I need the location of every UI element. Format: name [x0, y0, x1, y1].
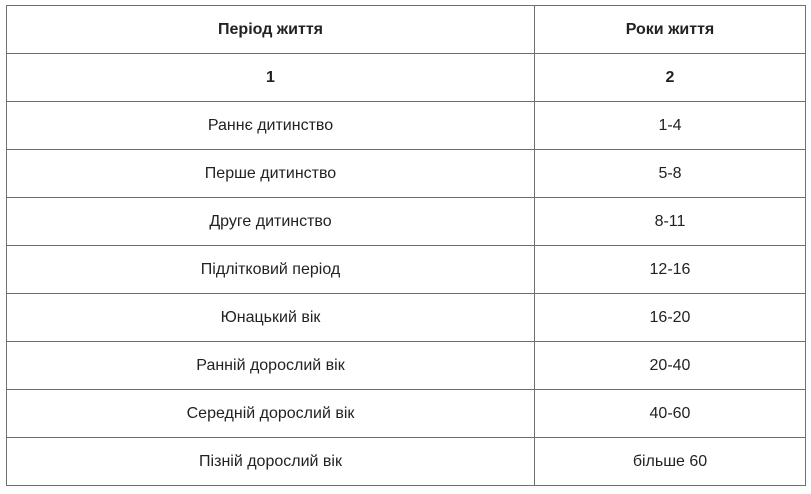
table-row [7, 294, 806, 342]
table-row [7, 246, 806, 294]
column-number-1: 1 [7, 54, 535, 102]
age-periods-table-container [6, 5, 805, 486]
table-row [7, 102, 806, 150]
age-periods-table [6, 5, 806, 486]
table-row [7, 390, 806, 438]
table-row [7, 198, 806, 246]
period-cell: Раннє дитинство [7, 102, 535, 150]
period-cell: Ранній дорослий вік [7, 342, 535, 390]
years-cell: більше 60 [535, 438, 806, 486]
period-cell: Підлітковий період [7, 246, 535, 294]
period-cell: Пізній дорослий вік [7, 438, 535, 486]
years-cell: 20-40 [535, 342, 806, 390]
header-life-years: Роки життя [535, 6, 806, 54]
table-row [7, 438, 806, 486]
column-number-2: 2 [535, 54, 806, 102]
years-cell: 16-20 [535, 294, 806, 342]
years-cell: 12-16 [535, 246, 806, 294]
years-cell: 40-60 [535, 390, 806, 438]
header-life-period: Період життя [7, 6, 535, 54]
period-cell: Друге дитинство [7, 198, 535, 246]
years-cell: 1-4 [535, 102, 806, 150]
table-row [7, 150, 806, 198]
header-row [7, 6, 806, 54]
period-cell: Юнацький вік [7, 294, 535, 342]
years-cell: 5-8 [535, 150, 806, 198]
years-cell: 8-11 [535, 198, 806, 246]
table-row [7, 342, 806, 390]
period-cell: Середній дорослий вік [7, 390, 535, 438]
period-cell: Перше дитинство [7, 150, 535, 198]
column-number-row [7, 54, 806, 102]
